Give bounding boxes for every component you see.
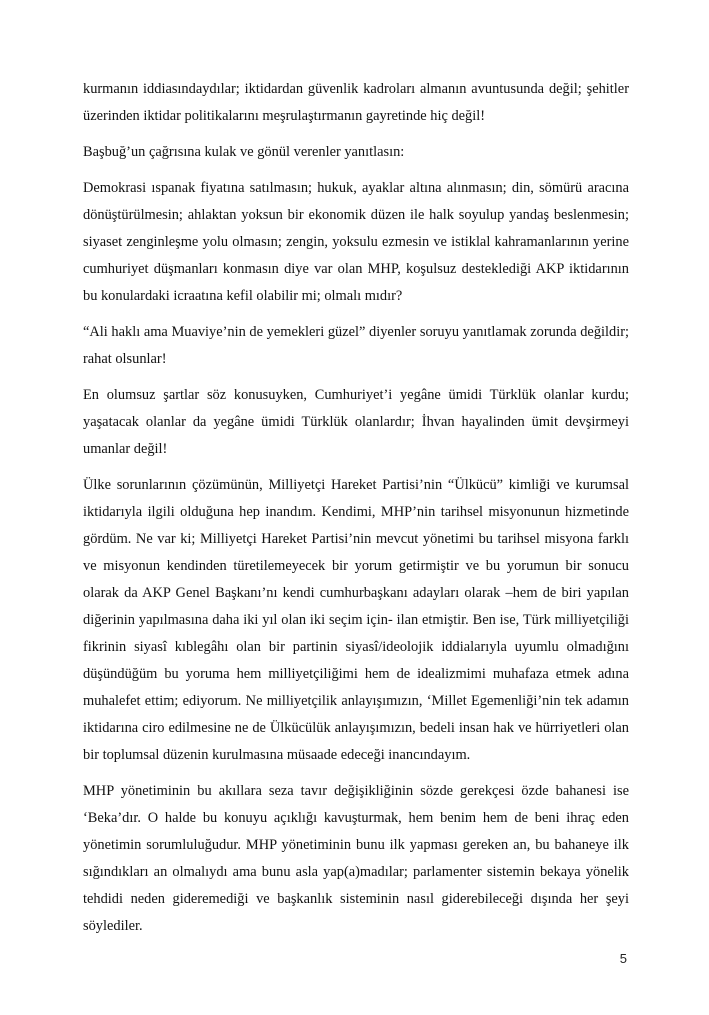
paragraph-1: kurmanın iddiasındaydılar; iktidardan güvenlik kadroları almanın avuntusunda değil; şehitler üzerinden iktidar politikalarını meşrulaştırmanın gayretinde hiç değil! — [83, 81, 629, 124]
paragraph-7: MHP yönetiminin bu akıllara seza tavır değişikliğinin sözde gerekçesi özde bahanesi ise ‘Beka’dır. O halde bu konuyu açıklığı kavuşturmak, hem benim hem de beni ihraç eden yönetimin sorumluluğudur. MHP yönetiminin bunu ilk yapması gereken an, bu bahaneye ilk sığındıkları an olmalıydı ama bunu asla yap(a)madılar; parlamenter sistemin bekaya yönelik tehdidi neden gideremediği ve başkanlık sisteminin nasıl giderebileceği dışında her şeyi söylediler. — [83, 783, 629, 934]
document-body — [83, 76, 629, 949]
paragraph-6: Ülke sorunlarının çözümünün, Milliyetçi Hareket Partisi’nin “Ülkücü” kimliği ve kurumsal iktidarıyla ilgili olduğuna hep inandım. Kendimi, MHP’nin tarihsel misyonunun hizmetinde gördüm. Ne var ki; Milliyetçi Hareket Partisi’nin mevcut yönetimi bu tarihsel misyona farklı ve misyonun kendinden türetilemeyecek bir yorum getirmiştir ve bu yorumun bir sonucu olarak da AKP Genel Başkanı’nı kendi cumhurbaşkanı adayları olarak –hem de biri yapılan diğerinin yapılmasına daha iki yıl olan iki seçim için- ilan etmiştir. Ben ise, Türk milliyetçiliği fikrinin siyasî kıblegâhı olan bir partinin siyasî/ideolojik iddialarıyla uyumlu olmadığını düşündüğüm bu yoruma hem milliyetçiliğimi hem de idealizmimi muhafaza etmek adına muhalefet ettim; ediyorum. Ne milliyetçilik anlayışımızın, ‘Millet Egemenliği’nin tek adamın iktidarına ciro edilmesine ne de Ülkücülük anlayışımızın, bedeli insan hak ve hürriyetleri olan bir toplumsal düzenin kurulmasına müsaade edeceği inancındayım. — [83, 477, 629, 763]
paragraph-3: Demokrasi ıspanak fiyatına satılmasın; hukuk, ayaklar altına alınmasın; din, sömürü aracına dönüştürülmesin; ahlaktan yoksun bir ekonomik düzen ile halk soyulup yandaş beslenmesin; siyaset zenginleşme yolu olmasın; zengin, yoksulu ezmesin ve istiklal kahramanlarının yerine cumhuriyet düşmanları konmasın diye var olan MHP, koşulsuz desteklediği AKP iktidarının bu konulardaki icraatına kefil olabilir mi; olmalı mıdır? — [83, 180, 629, 304]
paragraph-4: “Ali haklı ama Muaviye’nin de yemekleri güzel” diyenler soruyu yanıtlamak zorunda değildir; rahat olsunlar! — [83, 324, 629, 367]
paragraph-2: Başbuğ’un çağrısına kulak ve gönül verenler yanıtlasın: — [83, 144, 405, 160]
paragraph-5: En olumsuz şartlar söz konusuyken, Cumhuriyet’i yegâne ümidi Türklük olanlar kurdu; yaşatacak olanlar da yegâne ümidi Türklük olanlardır; İhvan hayalinden ümit devşirmeyi umanlar değil! — [83, 387, 629, 457]
page-number: 5 — [619, 951, 627, 966]
